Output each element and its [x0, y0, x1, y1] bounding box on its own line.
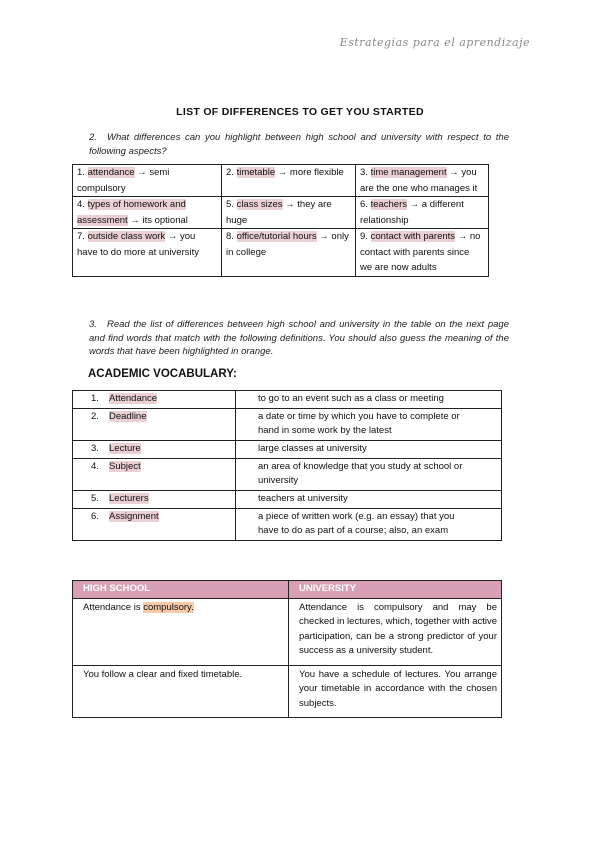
vocab-definition: a piece of written work (e.g. an essay) that you have to do as part of a course; also, an exam [236, 509, 502, 541]
table-row [73, 598, 502, 665]
question-3 [89, 318, 509, 359]
question-3-number: 3. [89, 319, 97, 330]
table-header-row [73, 581, 502, 599]
highlighted-term: time management [370, 167, 447, 178]
vocab-definition: to go to an event such as a class or meeting [236, 391, 502, 409]
table-row [73, 509, 502, 541]
difference-cell: 6. teachers → a different relationship [356, 197, 489, 229]
vocab-term: 6. Assignment [73, 509, 236, 541]
university-cell: Attendance is compulsory and may be checked in lectures, which, together with active participation, can be a strong predictor of your success as a university student. [289, 598, 502, 665]
high-school-university-table [72, 580, 502, 718]
vocabulary-heading: ACADEMIC VOCABULARY: [88, 368, 237, 380]
highlighted-term: outside class work [87, 231, 166, 242]
difference-cell: 1. attendance → semi compulsory [73, 165, 222, 197]
table-row [73, 491, 502, 509]
university-cell: You have a schedule of lectures. You arrange your timetable in accordance with the chosen subjects. [289, 665, 502, 718]
vocab-term: 1. Attendance [73, 391, 236, 409]
table-row [73, 409, 502, 441]
header-script-title: Estrategias para el aprendizaje [339, 36, 530, 49]
high-school-cell: Attendance is compulsory. [73, 598, 289, 665]
page-title: LIST OF DIFFERENCES TO GET YOU STARTED [176, 106, 424, 118]
vocab-term: 3. Lecture [73, 441, 236, 459]
difference-cell: 4. types of homework and assessment → its optional [73, 197, 222, 229]
highlighted-term: timetable [236, 167, 276, 178]
vocab-term: 4. Subject [73, 459, 236, 491]
highlighted-term: teachers [370, 199, 407, 210]
vocab-term: 5. Lecturers [73, 491, 236, 509]
difference-cell: 9. contact with parents → no contact with parents since we are now adults [356, 229, 489, 277]
difference-cell: 5. class sizes → they are huge [222, 197, 356, 229]
question-2 [89, 131, 509, 158]
vocab-definition: an area of knowledge that you study at school or university [236, 459, 502, 491]
table-row [73, 229, 489, 277]
question-2-number: 2. [89, 132, 97, 143]
table-row [73, 197, 489, 229]
difference-cell: 8. office/tutorial hours → only in college [222, 229, 356, 277]
high-school-cell: You follow a clear and fixed timetable. [73, 665, 289, 718]
table-row [73, 441, 502, 459]
highlighted-term: attendance [87, 167, 135, 178]
differences-table [72, 164, 489, 277]
table-row [73, 665, 502, 718]
table-row [73, 459, 502, 491]
table-row [73, 391, 502, 409]
question-2-text: What differences can you highlight between high school and university with respect to the following aspects? [89, 132, 509, 157]
difference-cell: 7. outside class work → you have to do more at university [73, 229, 222, 277]
highlighted-term: class sizes [236, 199, 283, 210]
vocab-definition: teachers at university [236, 491, 502, 509]
header-university: UNIVERSITY [289, 581, 502, 599]
orange-highlight: compulsory. [143, 601, 194, 613]
header-high-school: HIGH SCHOOL [73, 581, 289, 599]
highlighted-term: types of homework and assessment [77, 199, 186, 226]
vocab-definition: a date or time by which you have to complete or hand in some work by the latest [236, 409, 502, 441]
highlighted-term: contact with parents [370, 231, 456, 242]
highlighted-term: office/tutorial hours [236, 231, 317, 242]
table-row [73, 165, 489, 197]
vocabulary-table [72, 390, 502, 541]
difference-cell: 2. timetable → more flexible [222, 165, 356, 197]
vocab-term: 2. Deadline [73, 409, 236, 441]
question-3-text: Read the list of differences between high school and university in the table on the next page and find words that match with the following definitions. You should also guess the meaning of the words that have been highlighted in orange. [89, 319, 509, 357]
difference-cell: 3. time management → you are the one who manages it [356, 165, 489, 197]
vocab-definition: large classes at university [236, 441, 502, 459]
